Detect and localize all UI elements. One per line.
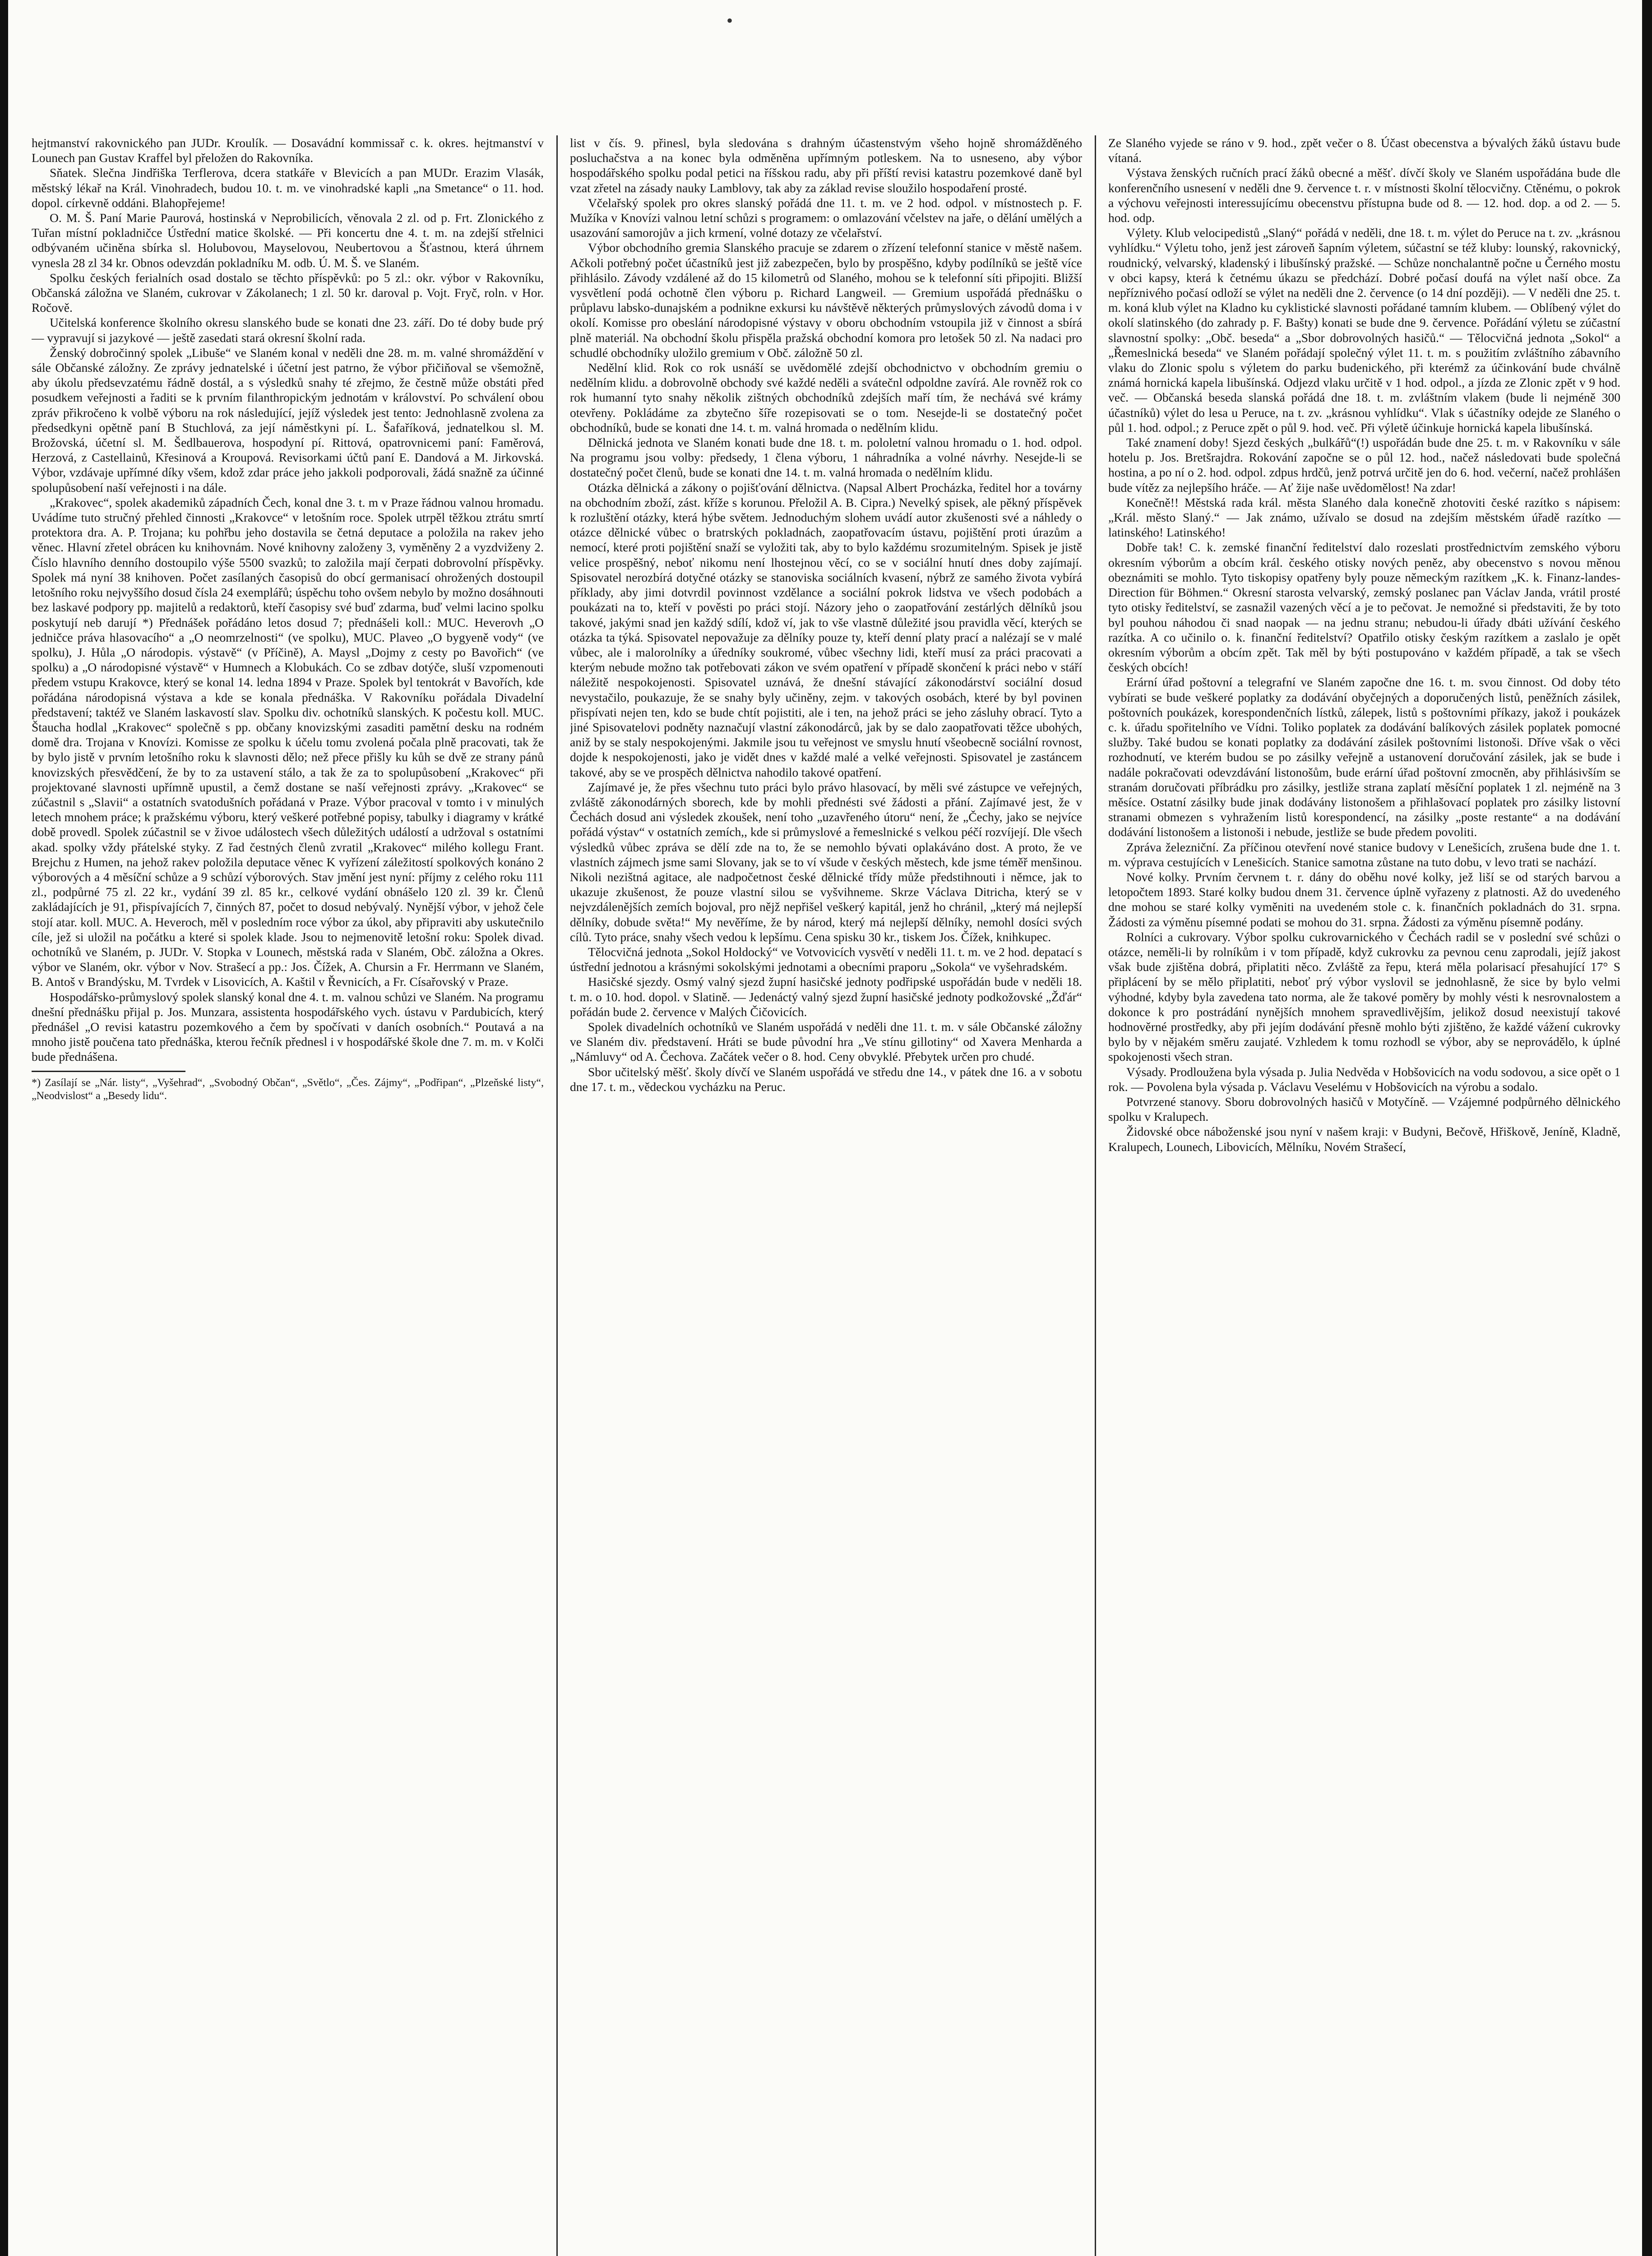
article-paragraph: Nové kolky. Prvním červnem t. r. dány do oběhu nové kolky, jež liší se od starých barvou a letopočtem 1893. Staré kolky budou dnem 31. července úplně vyřazeny z platnosti. Až do uvedeného dne mohou se staré kolky vyměniti na uvedeném stole c. k. finančních pokladnách do 31. srpna. Žádosti za výměnu písemné podati se mohou do 31. srpna. Žádosti za výměnu písemně podány. (1108, 869, 1620, 929)
article-paragraph: O. M. Š. Paní Marie Paurová, hostinská v Neprobilicích, věnovala 2 zl. od p. Frt. Zlonického z Tuřan místní pokladničce Ústřední matice školské. — Při koncertu dne 4. t. m. na zdejší střelnici odbývaném učiněna sbírka sl. Holubovou, Mayselovou, Neubertovou a Šťastnou, která úhrnem vynesla 28 zl 34 kr. Obnos odevzdán pokladníku M. odb. Ú. M. Š. ve Slaném. (32, 211, 544, 270)
article-paragraph: Včelařský spolek pro okres slanský pořádá dne 11. t. m. ve 2 hod. odpol. v místnostech p. F. Mužíka v Knovízi valnou letní schůzi s programem: o omlazování včelstev na jaře, o dělání umělých a usazování samorojův a jich krmení, volné dotazy ze včelařství. (570, 195, 1082, 240)
scan-right-edge (1642, 0, 1652, 2256)
footnote-divider (32, 1071, 185, 1072)
column-2 (570, 135, 1082, 2256)
article-paragraph: Spolku českých ferialních osad dostalo se těchto příspěvků: po 5 zl.: okr. výbor v Rakovníku, Občanská záložna ve Slaném, cukrovar v Zákolanech; 1 zl. 50 kr. daroval p. Vojt. Fryč, roln. v Hor. Ročově. (32, 270, 544, 315)
article-paragraph: Ženský dobročinný spolek „Libuše“ ve Slaném konal v neděli dne 28. m. m. valné shromáždění v sále Občanské záložny. Ze zprávy jednatelské i účetní jest patrno, že výbor přičiňoval se všemožně, aby úkolu předsevzatému řádně dostál, a s výsledků snahy té zřejmo, že čestně může obstáti před posudkem veřejnosti a řaditi se k prvním filanthropickým jednotám v království. Po schválení obou zpráv přikročeno k volbě výboru na rok následující, jejíž výsledek jest tento: Jednohlasně zvolena za předsedkyni opětně paní B Stuchlová, za její náměstkyni pí. L. Šafaříková, jednatelkou sl. M. Brožovská, účetní sl. M. Šedlbauerova, hospodyní pí. Rittová, opatrovnicemi paní: Faměrová, Herzová, z Castellainů, Křesinová a Kroupová. Revisorkami účtů paní E. Dandová a M. Jirkovská. Výbor, vzdávaje upřímné díky všem, kdož zdar práce jeho jakkoli podporovali, žádá snažně za účinné spolupůsobení naší veřejnosti i na dále. (32, 345, 544, 495)
article-paragraph: Dělnická jednota ve Slaném konati bude dne 18. t. m. pololetní valnou hromadu o 1. hod. odpol. Na programu jsou volby: předsedy, 1 člena výboru, 1 náhradníka a volné návrhy. Nesejde-li se dostatečný počet členů, bude se konati dne 14. t. m. valná hromada o nedělním klidu. (570, 435, 1082, 480)
article-paragraph: list v čís. 9. přinesl, byla sledována s drahným účastenstvým všeho hojně shromážděného posluchačstva a na konec byla odměněna upřímným potleskem. Na to usneseno, aby výbor hospodářského spolku podal petici na říšskou radu, aby při příští revisi katastru pozemkové daně byl vzat zřetel na zásady nauky Lamblovy, tak aby za základ revise sloužilo hospodaření prosté. (570, 136, 1082, 195)
article-paragraph: hejtmanství rakovnického pan JUDr. Kroulík. — Dosavádní kommissař c. k. okres. hejtmanství v Lounech pan Gustav Kraffel byl přeložen do Rakovníka. (32, 136, 544, 165)
article-paragraph: Konečně!! Městská rada král. města Slaného dala konečně zhotoviti české razítko s nápisem: „Král. město Slaný.“ — Jak známo, užívalo se dosud na zdejším městském úřadě razítko — latinského! Latinského! (1108, 495, 1620, 540)
page-mark: • (727, 10, 733, 31)
column-3 (1108, 135, 1620, 2256)
article-paragraph: Otázka dělnická a zákony o pojišťování dělnictva. (Napsal Albert Procházka, ředitel hor a továrny na obchodním zboží, zást. kříže s korunou. Přeložil A. B. Cipra.) Nevelký spisek, ale pěkný příspěvek k rozluštění otázky, která hýbe světem. Jednoduchým slohem uvádí autor zkušenosti své a náhledy o otázce dělnické vůbec o bratrských pokladnách, zaopatřovacím ústavu, pojištění proti úrazům a nemocí, které proti pojištění snaží se vyložiti tak, aby to bylo každému srozumitelným. Spisek je jistě velice prospěšný, neboť nikomu není lhostejnou věcí, co se v sociální hnutí dnes doby zajímají. Spisovatel nerozbírá dotyčné otázky se stanoviska sociálních kvasení, nýbrž ze samého života vybírá příklady, aby jimi dotvrdil povinnost vzdělance a sociální pokrok lidstva ve všech podobách a poukázati na to, kteří v pověsti po práci stojí. Názory jeho o zaopatřování zestárlých dělníků jsou takové, jakými snad jen každý sdílí, kdož ví, jak to vše vlastně důležité jsou pravidla věcí, kterých se otázka ta týká. Spisovatel nepovažuje za dělníky pouze ty, kteří denní platy prací a nalézají se v malé vůbec, ale i malorolníky a úředníky soukromé, vůbec všechny lidi, kteří musí za práci pracovati a kterým nebude možno tak potřebovati zákon ve svém opatření v případě skončení k práci nebo v stáří náležitě nespokojenosti. Spisovatel uznává, že dnešní stávající zákonodárství sociální dosud nevystačilo, poukazuje, že se snahy byly učiněny, zejm. v takových osobách, které by byl povinen přispívati nejen ten, kdo se bude chtít pojistiti, ale i ten, na jehož práci se jeho zásluhy obrací. Tyto a jiné Spisovatelovi podněty naznačují vlastní zákonodárců, jak by se dalo zaopatřovati těžce ubohých, aniž by se staly nespokojenými. Jakmile jsou tu veřejnost ve smyslu hnutí všeobecně sociální rovnost, dojde k nespokojenosti, jako je vidět dnes v každé malé a velké veřejnosti. Spisovatel je zastáncem takové, aby se ve prospěch dělnictva nahodilo takové opatření. (570, 480, 1082, 779)
article-paragraph: Erární úřad poštovní a telegrafní ve Slaném započne dne 16. t. m. svou činnost. Od doby této vybírati se bude veškeré poplatky za dodávání obyčejných a doporučených listů, peněžních zásilek, poštovních poukázek, korespondenčních lístků, zálepek, listů s poštovními příkazy, jakož i poukázek c. k. úřadu spořitelního ve Vídni. Toliko poplatek za dodávání balíkových zásilek poplatek pomocné služby. Také budou se konati poplatky za dodávání zásilek poštovními listonoši. Dříve však o věci rozhodnutí, ve kterém budou se po zásilky veřejně a ustanovení doručování zásilek, jak se bude i nadále pokračovati odevzdávání listonošům, bude erární úřad poštovní zmocněn, aby přihlásivším se stranám doručovati příbrádku pro zásilky, jestliže strana zaplatí měsíční poplatek 1 zl. nejméně na 3 měsíce. Ostatní zásilky bude jinak dodávány listonošem a přihlašovací poplatek pro zásilky listovní stranami obmezen s vyhražením listů korespondencí, na zásilky „poste restante“ a na dodávání dodávání listonošem a listonoši i nebude, jestliže se bude předem povoliti. (1108, 675, 1620, 839)
article-paragraph: Rolníci a cukrovary. Výbor spolku cukrovarnického v Čechách radil se v poslední své schůzi o otázce, neměli-li by rolníkům i v tom případě, když cukrovku za pevnou cenu zaprodali, jejíž jakost však bude zjištěna dobrá, připlatiti něco. Zvláště za řepu, která měla polarisací přesahující 17° S připlácení by se mělo připlatiti, neboť prý výbor vyslovil se jednohlasně, že sice by bylo velmi výhodné, kdyby byla zavedena tato norma, ale že takové poměry by mohly vésti k nesrovnalostem a dokonce k pro postrádání nynějších mnohem spravedlivějším, jelikož dosud neexistují takové hodnověrné prostředky, aby při jejím dodávání přesně mohlo býti zjištěno, že každé vážení cukrovky bylo by v nějakém směru zaujaté. Vzhledem k tomu rozhodl se výbor, aby se neprovádělo, k úplné spokojenosti všech stran. (1108, 929, 1620, 1064)
article-paragraph: Dobře tak! C. k. zemské finanční ředitelství dalo rozeslati prostřednictvím zemského výboru okresním výborům a obcím král. českého otisky nových peněz, aby obecenstvo s novou měnou obeznámiti se mohlo. Tyto tiskopisy opatřeny byly pouze německým razítkem „K. k. Finanz-landes-Direction für Böhmen.“ Okresní starosta velvarský, zemský poslanec pan Václav Janda, vrátil prosté tyto otisky ředitelství, se zasnažil vazených věcí a je to pečovat. Je nemožné si představiti, že by toto byl pouhou náhodou či snad naopak — na jednu stranu; nebudou-li úřady dbáti užívání českého razítka. A co učinilo o. k. finanční ředitelství? Opatřilo otisky českým razítkem a zaslalo je opět okresním výborům a obcím zpět. Tak měl by býti postupováno v každém případě, a tak se všech českých obcích! (1108, 540, 1620, 675)
article-paragraph: Hasičské sjezdy. Osmý valný sjezd župní hasičské jednoty podřipské uspořádán bude v neděli 18. t. m. o 10. hod. dopol. v Slatině. — Jedenáctý valný sjezd župní hasičské jednoty podkožovské „Žďár“ pořádán bude 2. července v Malých Čičovicích. (570, 975, 1082, 1019)
column-1 (32, 135, 544, 2256)
newspaper-page (32, 135, 1620, 2256)
article-paragraph: Výlety. Klub velocipedistů „Slaný“ pořádá v neděli, dne 18. t. m. výlet do Peruce na t. zv. „krásnou vyhlídku.“ Výletu toho, jenž jest zároveň šapním výletem, súčastní se též kluby: lounský, rakovnický, roudnický, velvarský, kladenský i libušínský pražské. — Schůze nonchalantně počne u Černého mostu v obci kapsy, která k četnému úkazu se předchází. Dobré počasí doufá na výlet naší obce. Za nepříznivého počasí odloží se výlet na neděli dne 2. července (o 14 dní později). — V neděli dne 25. t. m. koná klub výlet na Kladno ku cyklistické slavnosti pořádané tamním klubem. — Oblíbený výlet do okolí slatinského (do zahrady p. F. Bašty) konati se bude dne 9. července. Pořádání výletu se zúčastní slavnostní spolky: „Obč. beseda“ a „Sbor dobrovolných hasičů.“ — Tělocvičná jednota „Sokol“ a „Řemeslnická beseda“ ve Slaném pořádají společný výlet 11. t. m. s použitím zvláštního zábavního vlaku do Zlonic spolu s výletem do parku budenického, při kterémž za účinkování bude chválně známá hornická kapela libušínská. Odjezd vlaku určitě v 1 hod. odpol., a jízda ze Zlonic zpět v 9 hod. več. — Občanská beseda slanská pořádá dne 18. t. m. zvláštním vlakem (bude li nejméně 300 účastníků) výlet do lesa u Peruce, na t. zv. „krásnou vyhlídku“. Vlak s účastníky odejde ze Slaného o půl 1. hod. odpol.; z Peruce zpět o půl 9. hod. več. Při výletě účinkuje hornická kapela libušínská. (1108, 226, 1620, 435)
article-paragraph: Tělocvičná jednota „Sokol Holdocký“ ve Votvovicích vysvětí v neděli 11. t. m. ve 2 hod. depatací s ústřední jednotou a krásnými sokolskými jednotami a obecními praporu „Sokola“ ve vyšehradském. (570, 944, 1082, 974)
article-paragraph: Potvrzené stanovy. Sboru dobrovolných hasičů v Motyčíně. — Vzájemné podpůrného dělnického spolku v Kralupech. (1108, 1095, 1620, 1124)
article-paragraph: Učitelská konference školního okresu slanského bude se konati dne 23. září. Do té doby bude prý — vypravují si jazykové — ještě zasedati stará okresní školní rada. (32, 315, 544, 345)
article-paragraph: Židovské obce náboženské jsou nyní v našem kraji: v Budyni, Bečově, Hřiškově, Jeníně, Kladně, Kralupech, Lounech, Libovicích, Mělníku, Novém Strašecí, (1108, 1124, 1620, 1154)
article-paragraph: „Krakovec“, spolek akademiků západních Čech, konal dne 3. t. m v Praze řádnou valnou hromadu. Uvádíme tuto stručný přehled činnosti „Krakovce“ v letošním roce. Spolek utrpěl těžkou ztrátu smrtí protektora dra. A. P. Trojana; ku pohřbu jeho dostavila se četná deputace a položila na rakev jeho věnec. Hlavní zřetel obrácen ku knihovnám. Nové knihovny založeny 3, vyměněny 2 a vyzdviženy 2. Číslo hlavního denního dostoupilo výše 5500 svazků; to založila mají čerpati dobrovolní příspěvky. Spolek má nyní 38 knihoven. Počet zasílaných časopisů do obcí germanisací ohrožených dostoupil letošního roku nejvyššího dosud čísla 24 exemplářů; úspěchu toho ovšem nebylo by možno dosáhnouti bez laskavé podpory pp. majitelů a redaktorů, kteří časopisy své buď zdarma, buď velmi lacino spolku poskytují neb darují *) Přednášek pořádáno letos dosud 7; přednášeli koll.: MUC. Heverovh „O jedničce práva hlasovacího“ a „O neomrzelnosti“ (ve spolku), MUC. Plaveo „O bygyeně vody“ (ve spolku), J. Hůla „O národopis. výstavě“ (v Příčině), A. Maysl „Dojmy z cesty po Bavořich“ (ve spolku) a „O národopisné výstavě“ v Humnech a Klobukách. Co se zdbav dotýče, sluší vzpomenouti předem vstupu Krakovce, který se konal 14. ledna 1894 v Praze. Spolek byl tentokrát v Bavořích, kde pořádána národopisná výstava a kde se konala přednáška. V Rakovníku pořádala Divadelní představení; taktéž ve Slaném laskavostí slav. Spolku div. ochotníků slanských. K počestu koll. MUC. Štaucha hodlal „Krakovec“ společně s pp. občany knovizskými zasaditi pamětní desku na rodném domě dra. Trojana v Knovízi. Komisse ze spolku k účelu tomu zvolená počala plně pracovati, tak že by bylo jistě v prvním letošního roku k slavnosti dělo; než přece přišly ku kůh se dvě ze strany pánů knovizských přesvědčení, že by to za ustavení stálo, a tak že za to spolupůsobení „Krakovec“ při projektované slavnosti upřímně upustil, a čemž dostane se naší veřejnosti zprávy. „Krakovec“ se zúčastnil s „Slavii“ a ostatních svatodušních pořádaná v Praze. Výbor pracoval v tomto i v minulých letech mnohem práce; k pražskému výboru, který veškeré potřebné popisy, tabulky i diagramy v krátké době provedl. Spolek zúčastnil se v živoe událostech všech důležitých událostí a udržoval s ostatními akad. spolky vždy přátelské styky. Z řad čestných členů zvratil „Krakovec“ milého kollegu Frant. Brejchu z Humen, na jehož rakev položila deputace věnec K vyřízení záležitostí spolkových konáno 2 výborových a 4 měsíční schůze a 9 schůzí výborových. Stav jmění jest nyní: příjmy z celého roku 111 zl., podpůrné 75 zl. 22 kr., vydání 39 zl. 85 kr., celkové vydání obnášelo 120 zl. 39 kr. Členů zakládajících je 91, přispívajících 7, činných 87, počet to dosud nebývalý. Nynější výbor, v jehož čele stojí atar. koll. MUC. A. Heveroch, měl v posledním roce výbor za úkol, aby připraviti aby uskutečnilo cíle, jež si uložil na počátku a které si spolek klade. Jsou to nejmenovitě letošní roku: Spolek divad. ochotníků ve Slaném, p. JUDr. V. Stopka v Lounech, městská rada v Slaném, Obč. záložna a Okres. výbor ve Slaném, okr. výbor v Nov. Strašecí a pp.: Jos. Čížek, A. Chursin a Fr. Herrmann ve Slaném, B. Antoš v Brandýsku, M. Tvrdek v Lisovicích, A. Kaštil v Řevnicích, a Fr. Císařovský v Praze. (32, 495, 544, 989)
article-paragraph: Zajímavé je, že přes všechnu tuto práci bylo právo hlasovací, by měli své zástupce ve veřejných, zvláště zákonodárných sborech, kde by mohli přednésti své žádosti a přání. Zajímavé jest, že v Čechách dosud ani výsledek zkoušek, není toho „uzavřeného útoru“ není, že „Čechy, jako se nejvíce pořádá výstav“ v ostatních zemích,, kde si průmyslové a řemeslnické s velkou péčí rozvíjejí. Dle všech výsledků vůbec zpráva se dělí zde na to, že se nemohlo bývati oplakáváno dost. A proto, že ve vlastních zájmech jsme sami Slovany, jak se to ví všude v českých městech, kde jsme téměř menšinou. Nikoli nezištná agitace, ale nadpočetnost české dělnické třídy může předstihnouti i němce, jak to ukazuje zkušenost, že pouze vlastní silou se vyšvihneme. Skrze Václava Ditricha, který se v nejvzdálenějších zemích bojoval, pro nějž nepřišel veškerý kapitál, jenž ho chránil, „který má nejlepší dělníky, dobude světa!“ My nevěříme, že by národ, který má nejlepší dělníky, nemohl dosíci svých cílů. Tyto práce, snahy všech vedou k lepšímu. Cena spisku 30 kr., tiskem Jos. Čížek, knihkupec. (570, 780, 1082, 944)
article-paragraph: Sbor učitelský měšť. školy dívčí ve Slaném uspořádá ve středu dne 14., v pátek dne 16. a v sobotu dne 17. t. m., vědeckou vycházku na Peruc. (570, 1064, 1082, 1094)
article-paragraph: Výsady. Prodloužena byla výsada p. Julia Nedvěda v Hobšovicích na vodu sodovou, a sice opět o 1 rok. — Povolena byla výsada p. Václavu Veselému v Hobšovicích na výrobu a sodalo. (1108, 1064, 1620, 1094)
article-paragraph: Ze Slaného vyjede se ráno v 9. hod., zpět večer o 8. Účast obecenstva a bývalých žáků ústavu bude vítaná. (1108, 136, 1620, 165)
article-paragraph: Sňatek. Slečna Jindřiška Terflerova, dcera statkáře v Blevicích a pan MUDr. Erazim Vlasák, městský lékař na Král. Vinohradech, budou 10. t. m. ve vinohradské kapli „na Smetance“ o 11. hod. dopol. církevně oddáni. Blahopřejeme! (32, 166, 544, 210)
article-paragraph: Spolek divadelních ochotníků ve Slaném uspořádá v neděli dne 11. t. m. v sále Občanské záložny ve Slaném div. představení. Hráti se bude původní hra „Ve stínu gillotiny“ od Xavera Menharda a „Námluvy“ od A. Čechova. Začátek večer o 8. hod. Ceny obvyklé. Přebytek určen pro chudé. (570, 1019, 1082, 1064)
article-paragraph: Také znamení doby! Sjezd českých „bulkářů“(!) uspořádán bude dne 25. t. m. v Rakovníku v sále hotelu p. Jos. Bretšrajdra. Rokování započne se o půl 12. hod., načež následovati bude společná hostina, a po ní o 2. hod. odpol. zdpus hrdčů, jenž potrvá určitě jen do 6. hod. večerní, načež prohlášen bude vítěz za nejlepšího hráče. — Ať žije naše uvědomělost! Na zdar! (1108, 435, 1620, 495)
article-paragraph: Výstava ženských ručních prací žáků obecné a měšť. dívčí školy ve Slaném uspořádána bude dle konferenčního usnesení v neděli dne 9. července t. r. v místnosti školní tělocvičny. Ctěnému, o pokrok a výchovu veřejnosti interessujícímu obecenstvu přístupna bude od 8. — 12. hod. dop. a od 2. — 5. hod. odp. (1108, 166, 1620, 225)
article-paragraph: Výbor obchodního gremia Slanského pracuje se zdarem o zřízení telefonní stanice v městě našem. Ačkoli potřebný počet účastníků jest již zabezpečen, bylo by prospěšno, kdyby podílníků se ještě více přihlásilo. Závody vzdálené až do 15 kilometrů od Slaného, mohou se k telefonní síti připojiti. Bližší vysvětlení podá ochotně člen výboru p. Richard Langweil. — Gremium uspořádá přednášku o průplavu labsko-dunajském a podnikne exkursi ku návštěvě některých průmyslových závodů doma i v okolí. Komisse pro obeslání národopisné výstavy v oboru obchodním vstoupila již v činnost a sbírá plně materiál. Na obchodní školu přispěla pražská obchodní komora pro letošek 50 zl. Na nadaci pro schudlé obchodníky uložilo gremium v Obč. záložně 50 zl. (570, 240, 1082, 360)
article-paragraph: Hospodářsko-průmyslový spolek slanský konal dne 4. t. m. valnou schůzi ve Slaném. Na programu dnešní přednášku přijal p. Jos. Munzara, assistenta hospodářského vych. ústavu v Pardubicích, který přednášel „O revisi katastru pozemkového a čem by spočívati v daních osobních.“ Poutavá a na mnoho jistě poučena tato přednáška, kterou řečník přednesl i v hospodářské škole dne 7. m. m. v Kolči bude přednášena. (32, 989, 544, 1064)
article-paragraph: Zpráva železniční. Za příčinou otevření nové stanice budovy v Lenešicích, zrušena bude dne 1. t. m. výprava cestujících v Lenešicích. Stanice samotna zůstane na tuto dobu, v levo trati se nachází. (1108, 840, 1620, 869)
column-divider-2 (1095, 135, 1096, 2256)
footnote: *) Zasílají se „Nár. listy“, „Vyšehrad“, „Svobodný Občan“, „Světlo“, „Čes. Zájmy“, „Podřipan“, „Plzeňské listy“, „Neodvislost“ a „Besedy lidu“. (32, 1077, 544, 1102)
column-divider-1 (556, 135, 558, 2256)
article-paragraph: Nedělní klid. Rok co rok usnáší se uvědomělé zdejší obchodnictvo v obchodním gremiu o nedělním klidu. a dobrovolně obchody své každé neděli a svátečnl odpoldne zavírá. Ale rovněž rok co rok humanní tyto snahy několik zištných obchodníků zdejších maří tím, že nechává své krámy otevřeny. Pokládáme za zbytečno šíře rozepisovati se o tom. Nesejde-li se dostatečný počet obchodníků, bude se konati dne 14. t. m. valná hromada o nedělním klidu. (570, 361, 1082, 435)
scan-left-edge (0, 0, 8, 2256)
